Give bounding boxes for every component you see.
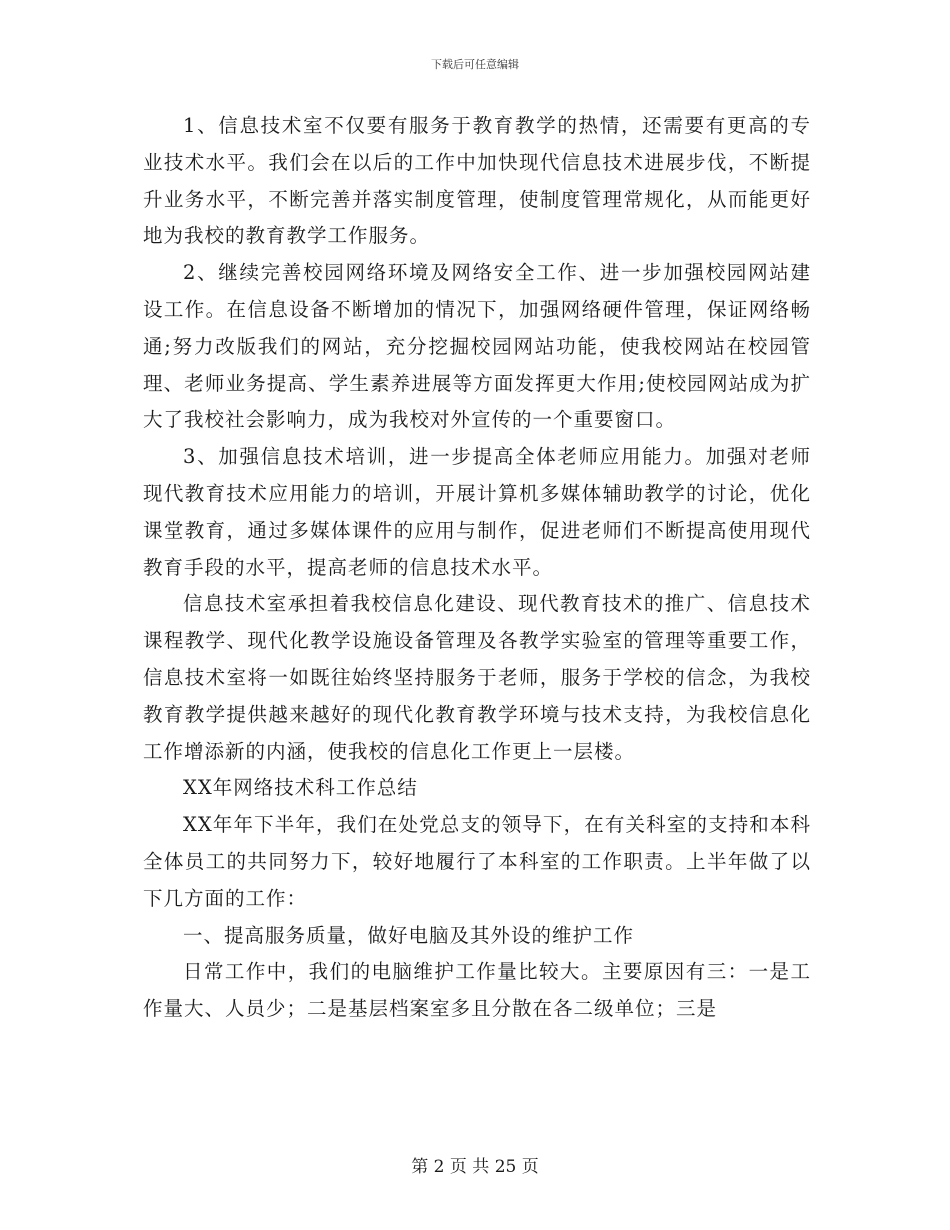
paragraph: 信息技术室承担着我校信息化建设、现代教育技术的推广、信息技术课程教学、现代化教学设施设备管理及各教学实验室的管理等重要工作，信息技术室将一如既往始终坚持服务于老师，服务于学校的信念，为我校教育教学提供越来越好的现代化教育教学环境与技术支持，为我校信息化工作增添新的内涵，使我校的信息化工作更上一层楼。 — [143, 592, 811, 763]
paragraph: XX年年下半年，我们在处党总支的领导下，在有关科室的支持和本科全体员工的共同努力下，较好地履行了本科室的工作职责。上半年做了以下几方面的工作： — [143, 813, 811, 910]
section-heading: XX年网络技术科工作总结 — [183, 776, 418, 800]
page-number: 第 2 页 共 25 页 — [411, 1157, 539, 1177]
document-body — [143, 108, 811, 1028]
subsection-heading: 一、提高服务质量，做好电脑及其外设的维护工作 — [183, 923, 635, 947]
paragraph: 1、信息技术室不仅要有服务于教育教学的热情，还需要有更高的专业技术水平。我们会在以后的工作中加快现代信息技术进展步伐，不断提升业务水平，不断完善并落实制度管理，使制度管理常规化，从而能更好地为我校的教育教学工作服务。 — [143, 114, 811, 248]
paragraph: 3、加强信息技术培训，进一步提高全体老师应用能力。加强对老师现代教育技术应用能力的培训，开展计算机多媒体辅助教学的讨论，优化课堂教育，通过多媒体课件的应用与制作，促进老师们不断提高使用现代教育手段的水平，提高老师的信息技术水平。 — [143, 445, 811, 579]
paragraph: 2、继续完善校园网络环境及网络安全工作、进一步加强校园网站建设工作。在信息设备不断增加的情况下，加强网络硬件管理，保证网络畅通;努力改版我们的网站，充分挖掘校园网站功能，使我校网站在校园管理、老师业务提高、学生素养进展等方面发挥更大作用;使校园网站成为扩大了我校社会影响力，成为我校对外宣传的一个重要窗口。 — [143, 261, 811, 432]
paragraph: 日常工作中，我们的电脑维护工作量比较大。主要原因有三：一是工作量大、人员少；二是基层档案室多且分散在各二级单位；三是 — [143, 960, 811, 1021]
page-header: 下载后可任意编辑 — [431, 58, 519, 71]
